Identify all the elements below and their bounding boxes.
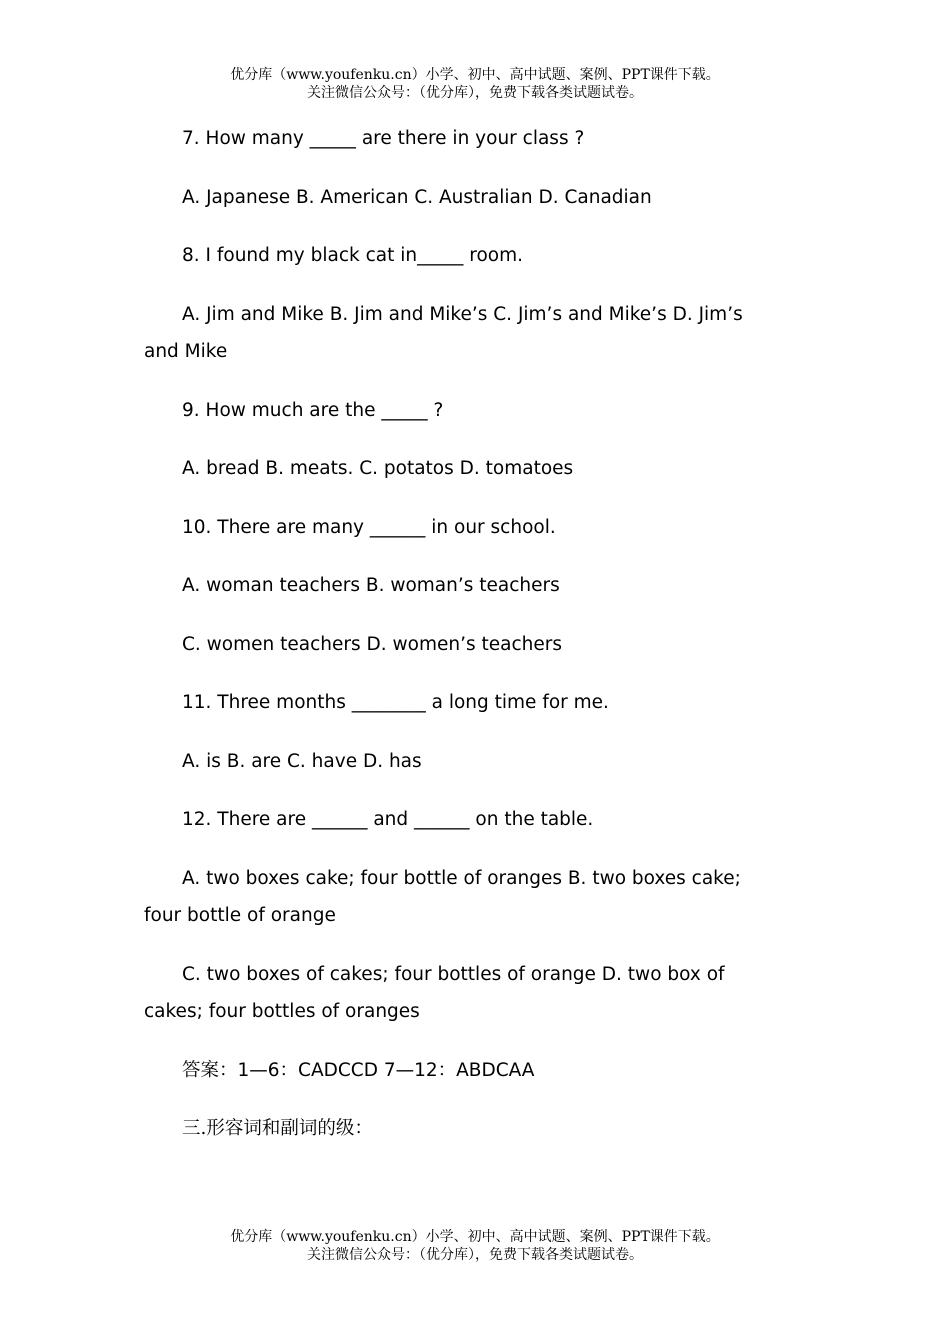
- question-12-options-c-d: C. two boxes of cakes; four bottles of orange D. two box of cakes; four bottles of oranges: [144, 963, 725, 1022]
- question-12-options-a-b: A. two boxes cake; four bottle of oranges B. two boxes cake; four bottle of orange: [144, 867, 741, 926]
- question-11-options: A. is B. are C. have D. has: [182, 750, 422, 772]
- header-line-2: 关注微信公众号：（优分库），免费下载各类试题试卷。: [307, 85, 643, 101]
- question-12: 12. There are ______ and ______ on the table.: [182, 809, 594, 830]
- question-7-options: A. Japanese B. American C. Australian D. Canadian: [182, 186, 652, 208]
- page-footer: [0, 1228, 950, 1264]
- question-9: 9. How much are the _____ ?: [182, 399, 444, 421]
- question-11: 11. Three months ________ a long time for me.: [182, 692, 609, 713]
- footer-line-2: 关注微信公众号：（优分库），免费下载各类试题试卷。: [307, 1247, 643, 1263]
- footer-line-1: 优分库（www.youfenku.cn）小学、初中、高中试题、案例、PPT课件下载。: [230, 1229, 720, 1245]
- document-body: [144, 120, 769, 1169]
- question-10: 10. There are many ______ in our school.: [182, 516, 556, 538]
- section-heading: 三.形容词和副词的级：: [182, 1118, 373, 1139]
- question-10-options-c-d: C. women teachers D. women’s teachers: [182, 633, 562, 655]
- question-9-options: A. bread B. meats. C. potatos D. tomatoes: [182, 458, 574, 479]
- question-8-options: A. Jim and Mike B. Jim and Mike’s C. Jim’s and Mike’s D. Jim’s and Mike: [144, 303, 743, 362]
- header-line-1: 优分库（www.youfenku.cn）小学、初中、高中试题、案例、PPT课件下载。: [230, 67, 720, 83]
- question-10-options-a-b: A. woman teachers B. woman’s teachers: [182, 575, 560, 596]
- page-header: [0, 66, 950, 102]
- answer-key: 答案：1—6：CADCCD 7—12：ABDCAA: [182, 1059, 535, 1081]
- question-7: 7. How many _____ are there in your class ?: [182, 128, 585, 149]
- question-8: 8. I found my black cat in_____ room.: [182, 245, 523, 266]
